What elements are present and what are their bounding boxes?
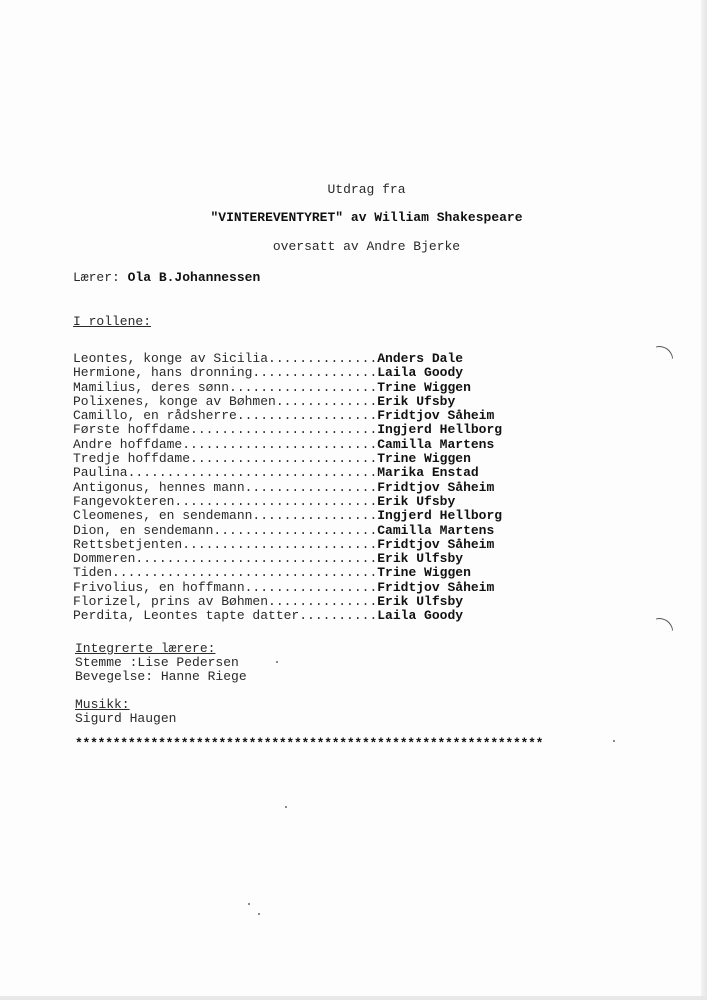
cast-actor: Camilla Martens	[377, 522, 495, 538]
cast-heading: I rollene:	[73, 314, 152, 329]
cast-actor: Fridtjov Såheim	[377, 536, 495, 552]
cast-actor: Ingjerd Hellborg	[377, 508, 503, 524]
cast-role: Andre hoffdame.........................	[73, 436, 378, 452]
cast-row	[73, 524, 502, 538]
cast-row	[73, 381, 502, 395]
cast-row	[73, 566, 502, 580]
cast-role: Rettsbetjenten.........................	[73, 536, 378, 552]
cast-role: Leontes, konge av Sicilia..............	[73, 351, 378, 366]
cast-role: Cleomenes, en sendemann................	[73, 508, 378, 524]
cast-role: Mamilius, deres sønn...................	[73, 379, 378, 395]
cast-actor: Fridtjov Såheim	[377, 479, 495, 495]
cast-row	[73, 438, 502, 452]
music-heading: Musikk:	[75, 697, 130, 712]
teacher-line	[73, 270, 260, 285]
cast-role: Tredje hoffdame........................	[73, 451, 378, 467]
cast-actor: Erik Ulfsby	[377, 551, 464, 567]
separator-line: **************************************************************	[75, 736, 544, 751]
page-bottom-edge	[0, 996, 707, 1000]
cast-role: Paulina................................	[73, 465, 378, 481]
cast-actor: Fridtjov Såheim	[377, 408, 495, 424]
cast-actor: Fridtjov Såheim	[377, 579, 495, 595]
cast-actor: Trine Wiggen	[377, 565, 471, 581]
integrated-heading: Integrerte lærere:	[75, 641, 216, 656]
cast-actor: Ingjerd Hellborg	[377, 422, 503, 438]
cast-row	[73, 423, 502, 437]
cast-actor: Trine Wiggen	[377, 379, 471, 395]
scan-speck	[248, 903, 250, 905]
cast-row	[73, 366, 502, 380]
cast-row	[73, 395, 502, 409]
cast-role: Antigonus, hennes mann.................	[73, 479, 378, 495]
integrated-line-voice: Stemme :Lise Pedersen	[75, 655, 239, 670]
cast-actor: Marika Enstad	[377, 465, 479, 481]
scan-speck	[613, 740, 615, 742]
cast-role: Hermione, hans dronning................	[73, 365, 378, 381]
punch-hole-mark-icon	[656, 616, 673, 633]
cast-actor: Erik Ulfsby	[377, 594, 464, 610]
scan-speck	[285, 806, 287, 808]
integrated-line-movement: Bevegelse: Hanne Riege	[75, 669, 247, 684]
cast-row	[73, 409, 502, 423]
cast-actor: Erik Ufsby	[377, 493, 456, 509]
cast-row	[73, 595, 502, 609]
cast-actor: Erik Ufsby	[377, 393, 456, 409]
cast-role: Camillo, en rådsherre..................	[73, 408, 378, 424]
cast-row	[73, 581, 502, 595]
music-section	[75, 698, 176, 726]
cast-actor: Trine Wiggen	[377, 451, 471, 467]
cast-actor: Laila Goody	[377, 608, 464, 624]
cast-row	[73, 466, 502, 480]
music-name: Sigurd Haugen	[75, 711, 177, 726]
cast-role: Frivolius, en hoffmann.................	[73, 579, 378, 595]
cast-row	[73, 481, 502, 495]
integrated-teachers-section	[75, 642, 247, 684]
play-title: "VINTEREVENTYRET" av William Shakespeare	[210, 210, 523, 225]
cast-row	[73, 509, 502, 523]
cast-actor: Laila Goody	[377, 365, 464, 381]
cast-actor: Anders Dale	[377, 351, 464, 366]
scan-speck	[276, 661, 278, 663]
teacher-name: Ola B.Johannessen	[127, 270, 261, 285]
page-edge-shadow	[701, 0, 707, 1000]
cast-actor: Camilla Martens	[377, 436, 495, 452]
cast-role: Første hoffdame........................	[73, 422, 378, 438]
cast-role: Tiden..................................	[73, 565, 378, 581]
scan-speck	[258, 913, 260, 915]
cast-row	[73, 538, 502, 552]
cast-role: Dion, en sendemann.....................	[73, 522, 378, 538]
cast-role: Dommeren...............................	[73, 551, 378, 567]
cast-row	[73, 609, 502, 623]
cast-role: Fangevokteren..........................	[73, 493, 378, 509]
cast-row	[73, 495, 502, 509]
cast-role: Polixenes, konge av Bøhmen.............	[73, 393, 378, 409]
cast-row	[73, 552, 502, 566]
punch-hole-mark-icon	[656, 344, 673, 361]
cast-role: Perdita, Leontes tapte datter..........	[73, 608, 378, 624]
header-intro: Utdrag fra	[327, 182, 406, 197]
cast-row	[73, 452, 502, 466]
cast-role: Florizel, prins av Bøhmen..............	[73, 594, 378, 610]
cast-row	[73, 352, 502, 366]
translator-line: oversatt av Andre Bjerke	[272, 239, 461, 254]
teacher-label: Lærer:	[73, 270, 120, 285]
cast-list	[73, 352, 502, 624]
